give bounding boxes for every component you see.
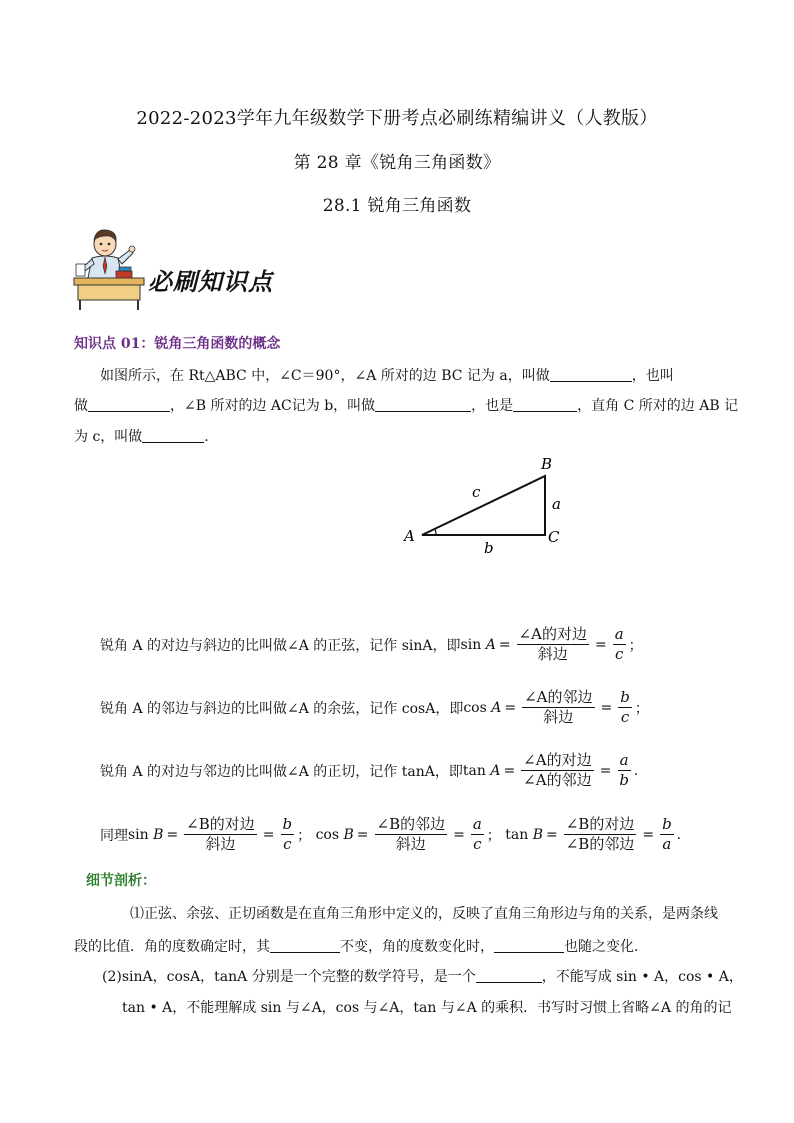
side-fraction [660, 816, 674, 853]
sine-definition: 锐角 A 的对边与斜边的比叫做∠A 的正弦，记作 sinA，即 sin A = $\frac{\text{∠A的对边}}{\text{斜边}}$ = $\frac{a}{c}$ ； [100, 625, 643, 663]
detail-p1-line1: ⑴正弦、余弦、正切函数是在直角三角形中定义的，反映了直角三角形边与角的关系，是两条线 [130, 906, 718, 922]
side-label-a: a [552, 495, 561, 513]
answer-blank[interactable] [513, 397, 577, 412]
fraction-denominator: 斜边 [205, 835, 236, 853]
answer-blank[interactable] [88, 397, 170, 412]
detail-p2-line1 [102, 963, 743, 992]
fraction-numerator: a [619, 751, 629, 769]
intro-line-3 [74, 423, 209, 452]
fraction-denominator: ∠A的邻边 [523, 771, 592, 789]
side-label-c: c [472, 483, 481, 501]
fraction-denominator: ∠B的邻边 [565, 835, 635, 853]
intro-text: ，也是 [471, 398, 514, 414]
answer-blank[interactable] [270, 938, 340, 953]
fraction-denominator: c [473, 835, 482, 853]
vertex-label-a: A [404, 527, 415, 545]
function-name: sin [460, 636, 482, 653]
ratio-fraction [375, 816, 448, 853]
fraction-numerator: b [282, 815, 293, 833]
detail-text: 也随之变化． [564, 939, 648, 955]
intro-line-1 [100, 362, 674, 391]
intro-text: ，∠B 所对的边 AC记为 b，叫做 [170, 398, 376, 414]
fraction-numerator: ∠B的对边 [565, 815, 635, 833]
vertex-label-c: C [548, 528, 560, 546]
answer-blank[interactable] [494, 938, 564, 953]
angle-variable: A [491, 699, 502, 716]
function-name: cos [315, 826, 340, 843]
side-fraction [613, 626, 626, 663]
knowledge-point-title: 知识点 01：锐角三角函数的概念 [74, 336, 281, 352]
ratio-fraction [564, 816, 637, 853]
ratio-fraction [521, 752, 593, 789]
fraction-numerator: ∠B的邻边 [376, 815, 446, 833]
fraction-denominator: c [283, 835, 292, 853]
detail-text: 段的比值．角的度数确定时，其 [74, 939, 270, 955]
document-title: 2022-2023学年九年级数学下册考点必刷练精编讲义（人教版） [136, 108, 658, 129]
detail-p1-line2 [74, 933, 648, 962]
intro-text: ，也叫 [631, 368, 674, 384]
cosine-definition: 锐角 A 的邻边与斜边的比叫做∠A 的余弦，记作 cosA，即 cos A = $\frac{\text{∠A的邻边}}{\text{斜边}}$ = $\frac{b}{c}$ ； [100, 688, 649, 726]
answer-blank[interactable] [476, 968, 542, 983]
angle-variable: B [153, 826, 164, 843]
fraction-denominator: a [662, 835, 672, 853]
fraction-numerator: b [620, 688, 630, 706]
right-triangle-figure [398, 452, 578, 558]
intro-line-2 [74, 392, 738, 421]
fraction-numerator: ∠A的邻边 [524, 688, 593, 706]
fraction-denominator: 斜边 [543, 708, 574, 726]
fraction-denominator: c [620, 708, 630, 726]
similar-lead: 同理 [100, 827, 128, 844]
intro-text: 做 [74, 398, 88, 414]
vertex-label-b: B [541, 455, 553, 473]
detail-text: (2)sinA，cosA，tanA 分别是一个完整的数学符号，是一个 [102, 969, 476, 985]
function-name: tan [462, 762, 486, 779]
detail-p2-line2: tan • A，不能理解成 sin 与∠A，cos 与∠A，tan 与∠A 的乘积．书写时习惯上省略∠A 的角的记 [122, 1000, 732, 1016]
fraction-denominator: 斜边 [537, 645, 568, 663]
ratio-fraction [517, 626, 589, 663]
teacher-desk-illustration [72, 226, 146, 310]
side-fraction [471, 816, 484, 853]
angle-b-definitions: 同理 sin B = $\frac{\text{∠B的对边}}{\text{斜边}}$ = $\frac{b}{c}$ ； cos B = $\frac{\text{∠B的邻边}}{\text{斜边}}$ = $\frac{a}{c}$ ； tan B = $\frac{\text{∠B的对边}}{\text{∠B的邻边}}$ = $\frac{b}{a}$ . [100, 815, 682, 853]
intro-text: ，直角 C 所对的边 AB 记 [577, 398, 739, 414]
definition-text: 锐角 A 的邻边与斜边的比叫做∠A 的余弦，记作 cosA，即 [100, 700, 464, 717]
angle-variable: B [343, 826, 354, 843]
side-label-b: b [484, 539, 494, 557]
section-banner-label: 必刷知识点 [148, 267, 273, 296]
fraction-denominator: b [619, 771, 629, 789]
details-heading: 细节剖析： [86, 873, 156, 889]
fraction-numerator: b [662, 815, 672, 833]
function-name: tan [505, 826, 529, 843]
fraction-denominator: c [614, 645, 624, 663]
angle-variable: A [485, 636, 496, 653]
fraction-numerator: ∠A的对边 [518, 625, 587, 643]
angle-variable: B [532, 826, 543, 843]
side-fraction [281, 816, 295, 853]
intro-text: 为 c，叫做 [74, 429, 143, 445]
definition-text: 锐角 A 的对边与斜边的比叫做∠A 的正弦，记作 sinA，即 [100, 637, 461, 654]
side-fraction [617, 752, 631, 789]
punctuation: . [676, 826, 682, 843]
intro-text: 如图所示，在 Rt△ABC 中，∠C＝90°，∠A 所对的边 BC 记为 a，叫做 [100, 368, 550, 384]
fraction-numerator: ∠B的对边 [186, 815, 255, 833]
intro-text: . [204, 429, 209, 445]
punctuation: ； [628, 637, 643, 654]
tangent-definition: 锐角 A 的对边与邻边的比叫做∠A 的正切，记作 tanA，即 tan A = $\frac{\text{∠A的对边}}{\text{∠A的邻边}}$ = $\frac{a}{b}$ . [100, 751, 639, 789]
fraction-denominator: 斜边 [395, 835, 426, 853]
answer-blank[interactable] [550, 367, 632, 382]
function-name: cos [463, 699, 487, 716]
fraction-numerator: a [472, 815, 482, 833]
detail-text: 不变，角的度数变化时， [340, 939, 494, 955]
fraction-numerator: ∠A的对边 [523, 751, 592, 769]
chapter-title: 第 28 章《锐角三角函数》 [293, 153, 501, 173]
definition-text: 锐角 A 的对边与邻边的比叫做∠A 的正切，记作 tanA，即 [100, 763, 463, 780]
ratio-fraction [184, 816, 257, 853]
function-name: sin [128, 826, 149, 843]
punctuation: ； [634, 700, 649, 717]
answer-blank[interactable] [142, 428, 204, 443]
answer-blank[interactable] [375, 397, 471, 412]
angle-variable: A [490, 762, 501, 779]
side-fraction [618, 689, 632, 726]
fraction-numerator: a [614, 625, 624, 643]
punctuation: ； [297, 827, 312, 844]
section-title: 28.1 锐角三角函数 [322, 196, 472, 216]
punctuation: . [633, 762, 639, 779]
detail-text: ，不能写成 sin • A，cos • A， [541, 969, 743, 985]
punctuation: ； [486, 827, 501, 844]
ratio-fraction [522, 689, 594, 726]
